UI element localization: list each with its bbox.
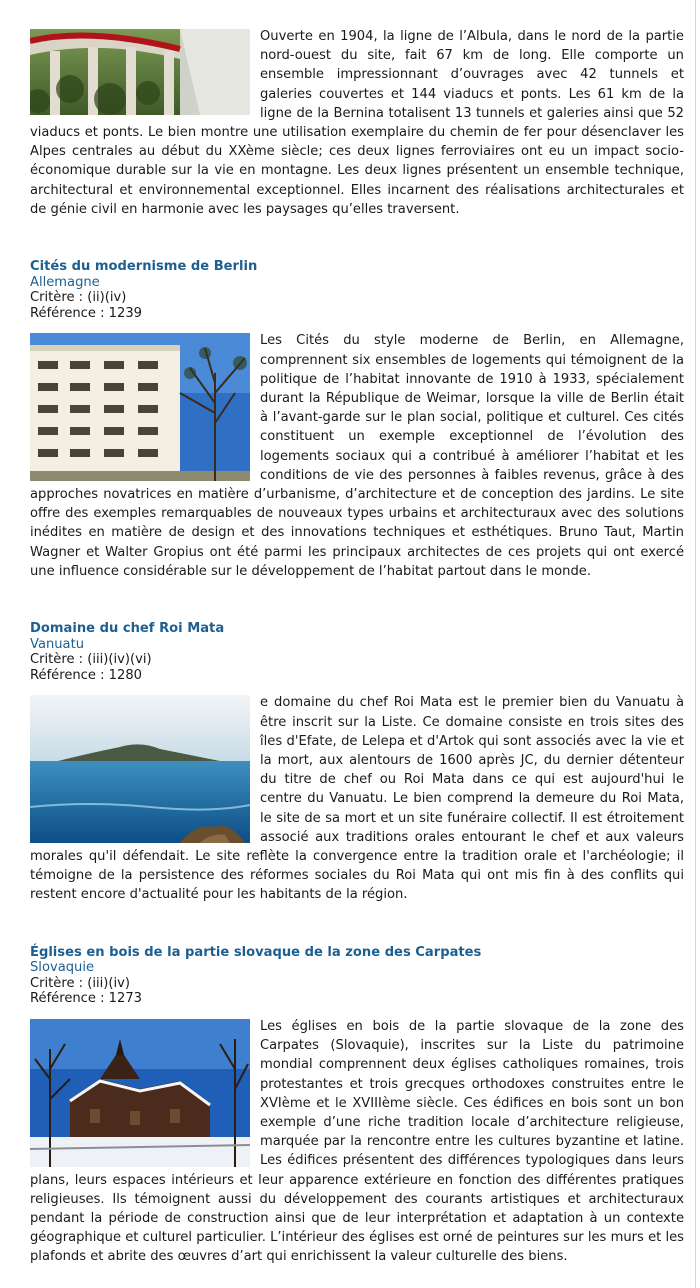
- entry-header: [30, 621, 684, 683]
- site-reference: Référence : 1280: [30, 667, 142, 683]
- entry-header: [30, 259, 684, 321]
- page-border-line: [695, 0, 696, 1288]
- site-criteria: Critère : (iii)(iv)(vi): [30, 652, 152, 668]
- entry-roi-mata: [30, 581, 684, 905]
- wooden-church-photo[interactable]: [30, 1019, 250, 1167]
- site-title[interactable]: Domaine du chef Roi Mata: [30, 621, 225, 637]
- site-criteria: Critère : (ii)(iv): [30, 290, 127, 306]
- island-seascape-photo[interactable]: [30, 695, 250, 843]
- site-country[interactable]: Allemagne: [30, 274, 100, 290]
- site-reference: Référence : 1239: [30, 305, 142, 321]
- site-country[interactable]: Slovaquie: [30, 960, 95, 976]
- entry-description: e domaine du chef Roi Mata est le premier bien du Vanuatu à être inscrit sur la Liste. Ce domaine consiste en trois sites des îles d'Efate, de Lelepa et d'Artok qui sont associés avec la vie et la mort, aux alentours de 1600 après JC, du dernier détenteur du titre de chef ou Roi Mata dans ce qui est aujourd'hui le centre du Vanuatu. Le bien comprend la demeure du Roi Mata, le site de sa mort et un site funéraire collectif. Il est étroitement associé aux traditions orales entourant le chef et aux valeurs morales qu'il défendait. Le site reflète la convergence entre la tradition orale et l'archéologie; il témoigne de la persistence des réformes sociales du Roi Mata qui ont mis fin à des conflits qui restent encore d'actualité pour les habitants de la région.: [30, 695, 684, 903]
- site-criteria: Critère : (iii)(iv): [30, 975, 130, 991]
- site-country[interactable]: Vanuatu: [30, 636, 85, 652]
- entry-header: [30, 945, 684, 1007]
- site-reference: Référence : 1273: [30, 991, 142, 1007]
- entry-description: Ouverte en 1904, la ligne de l’Albula, dans le nord de la partie nord-ouest du site, fait 67 km de long. Elle comporte un ensemble impressionnant d’ouvrages avec 42 tunnels et galeries couvertes et 144 viaducs et ponts. Les 61 km de la ligne de la Bernina totalisent 13 tunnels et galeries ainsi que 52 viaducs et ponts. Le bien montre une utilisation exemplaire du chemin de fer pour désenclaver les Alpes centrales au début du XXème siècle; ces deux lignes ferroviaires ont eu un impact socio-économique durable sur la vie en montagne. Les deux lignes présentent un ensemble technique, architectural et environnemental exceptionnel. Elles incarnent des réalisations architecturales et de génie civil en harmonie avec les paysages qu’elles traversent.: [30, 29, 684, 217]
- entry-description: Les églises en bois de la partie slovaque de la zone des Carpates (Slovaquie), inscrites sur la Liste du patrimoine mondial comprennent deux églises catholiques romaines, trois protestantes et trois grecques orthodoxes construites entre le XVIème et le XVIIIème siècle. Ces édifices en bois sont un bon exemple d’une riche tradition locale d’architecture religieuse, marquée par la rencontre entre les cultures byzantine et latine. Les édifices présentent des différences typologiques dans leurs plans, leurs espaces intérieurs et leur apparence extérieure en fonction des différentes pratiques religieuses. Ils témoignent aussi du développement des courants artistiques et architecturaux pendant la période de construction ainsi que de leur interprétation et adaptation à un contexte géographique et culturel particulier. L’intérieur des églises est orné de peintures sur les murs et les plafonds et abrite des œuvres d’art qui enrichissent la valeur culturelle des biens.: [30, 1019, 684, 1265]
- site-title[interactable]: Églises en bois de la partie slovaque de la zone des Carpates: [30, 944, 482, 960]
- entry-carpates: [30, 905, 684, 1267]
- heritage-list: [30, 27, 684, 1267]
- entry-description: Les Cités du style moderne de Berlin, en Allemagne, comprennent six ensembles de logements qui témoignent de la politique de l’habitat innovante de 1910 à 1933, spécialement durant la République de Weimar, lorsque la ville de Berlin était à l’avant-garde sur le plan social, politique et culturel. Ces cités constituent un exemple exceptionnel de l’évolution des logements sociaux qui a contribué à améliorer l’habitat et les conditions de vie des personnes à faibles revenus, grâce à des approches novatrices en matière d’urbanisme, d’architecture et de conception des jardins. Le site offre des exemples remarquables de nouveaux types urbains et architecturaux avec des solutions inédites en matière de design et des innovations techniques et esthétiques. Bruno Taut, Martin Wagner et Walter Gropius ont été parmi les principaux architectes de ces projets qui ont exercé une influence considérable sur le développement de l’habitat partout dans le monde.: [30, 333, 684, 579]
- berlin-housing-photo[interactable]: [30, 333, 250, 481]
- entry-albula-bernina: [30, 27, 684, 219]
- entry-berlin: [30, 219, 684, 581]
- site-title[interactable]: Cités du modernisme de Berlin: [30, 259, 258, 275]
- railway-viaduct-photo[interactable]: [30, 29, 250, 115]
